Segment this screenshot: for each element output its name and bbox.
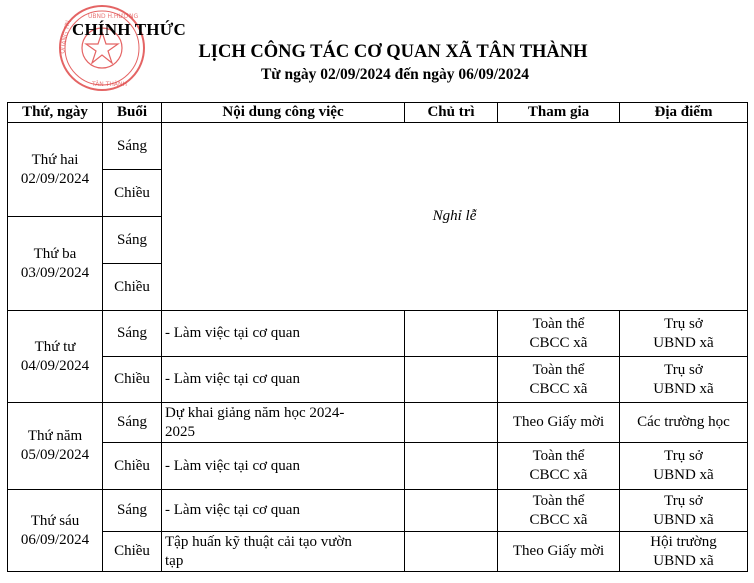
location-cell: Trụ sở UBND xã bbox=[620, 443, 748, 490]
table-row bbox=[8, 532, 748, 572]
session-cell: Sáng bbox=[103, 490, 162, 532]
column-header: Tham gia bbox=[498, 103, 620, 123]
session-cell: Sáng bbox=[103, 123, 162, 170]
session-cell: Chiều bbox=[103, 170, 162, 217]
table-row bbox=[8, 490, 748, 532]
content-cell: - Làm việc tại cơ quan bbox=[162, 443, 405, 490]
host-cell bbox=[405, 403, 498, 443]
day-name: Thứ ba bbox=[33, 245, 77, 262]
table-row bbox=[8, 403, 748, 443]
day-name: Thứ sáu bbox=[30, 512, 80, 529]
participants-cell: Theo Giấy mời bbox=[498, 532, 620, 572]
holiday-cell bbox=[162, 123, 748, 311]
session-cell: Sáng bbox=[103, 403, 162, 443]
session-cell: Chiều bbox=[103, 264, 162, 311]
session-cell: Sáng bbox=[103, 311, 162, 357]
location-cell: Trụ sở UBND xã bbox=[620, 311, 748, 357]
location-cell: Trụ sở UBND xã bbox=[620, 357, 748, 403]
day-name: Thứ năm bbox=[27, 428, 83, 444]
day-cell bbox=[8, 403, 103, 490]
participants-cell: Toàn thể CBCC xã bbox=[498, 357, 620, 403]
column-header: Địa điểm bbox=[620, 103, 748, 123]
host-cell bbox=[405, 443, 498, 490]
session-cell: Chiều bbox=[103, 443, 162, 490]
host-cell bbox=[405, 357, 498, 403]
day-name: Thứ tư bbox=[34, 338, 76, 355]
day-date: 04/09/2024 bbox=[20, 357, 90, 374]
location-cell: Các trường học bbox=[620, 403, 748, 443]
content-cell: Tập huấn kỹ thuật cải tạo vườn tạp bbox=[162, 532, 405, 572]
content-cell: - Làm việc tại cơ quan bbox=[162, 311, 405, 357]
column-header: Thứ, ngày bbox=[8, 103, 103, 123]
day-cell bbox=[8, 217, 103, 311]
date-range-subtitle: Từ ngày 02/09/2024 đến ngày 06/09/2024 bbox=[260, 66, 530, 83]
content-cell: - Làm việc tại cơ quan bbox=[162, 490, 405, 532]
table-header-row bbox=[8, 103, 748, 123]
content-cell: - Làm việc tại cơ quan bbox=[162, 357, 405, 403]
participants-cell: Toàn thể CBCC xã bbox=[498, 443, 620, 490]
svg-text:TÂN THÀNH: TÂN THÀNH bbox=[92, 81, 127, 88]
session-cell: Chiều bbox=[103, 532, 162, 572]
day-name: Thứ hai bbox=[31, 151, 79, 168]
table-row bbox=[8, 357, 748, 403]
session-cell: Sáng bbox=[103, 217, 162, 264]
day-cell bbox=[8, 123, 103, 217]
host-cell bbox=[405, 311, 498, 357]
column-header: Buổi bbox=[103, 103, 162, 123]
location-cell: Hội trường UBND xã bbox=[620, 532, 748, 572]
column-header: Chủ trì bbox=[405, 103, 498, 123]
location-cell: Trụ sở UBND xã bbox=[620, 490, 748, 532]
day-cell bbox=[8, 490, 103, 572]
participants-cell: Toàn thể CBCC xã bbox=[498, 311, 620, 357]
column-header: Nội dung công việc bbox=[162, 103, 405, 123]
official-label: CHÍNH THỨC bbox=[72, 20, 186, 39]
day-date: 05/09/2024 bbox=[20, 447, 90, 463]
table-row bbox=[8, 123, 748, 170]
svg-text:UBND H.HƯỚNG: UBND H.HƯỚNG bbox=[88, 13, 139, 20]
schedule-table bbox=[7, 102, 748, 572]
page-title: LỊCH CÔNG TÁC CƠ QUAN XÃ TÂN THÀNH bbox=[198, 42, 588, 62]
day-date: 06/09/2024 bbox=[20, 531, 90, 548]
participants-cell: Theo Giấy mời bbox=[498, 403, 620, 443]
day-date: 03/09/2024 bbox=[20, 264, 90, 281]
holiday-text: Nghỉ lễ bbox=[432, 208, 477, 224]
day-date: 02/09/2024 bbox=[20, 170, 90, 187]
host-cell bbox=[405, 490, 498, 532]
svg-text:QUẢNG TRỊ: QUẢNG TRỊ bbox=[59, 19, 72, 55]
content-cell: Dự khai giảng năm học 2024- 2025 bbox=[162, 403, 405, 443]
day-cell bbox=[8, 311, 103, 403]
participants-cell: Toàn thể CBCC xã bbox=[498, 490, 620, 532]
host-cell bbox=[405, 532, 498, 572]
table-row bbox=[8, 311, 748, 357]
session-cell: Chiều bbox=[103, 357, 162, 403]
table-row bbox=[8, 443, 748, 490]
